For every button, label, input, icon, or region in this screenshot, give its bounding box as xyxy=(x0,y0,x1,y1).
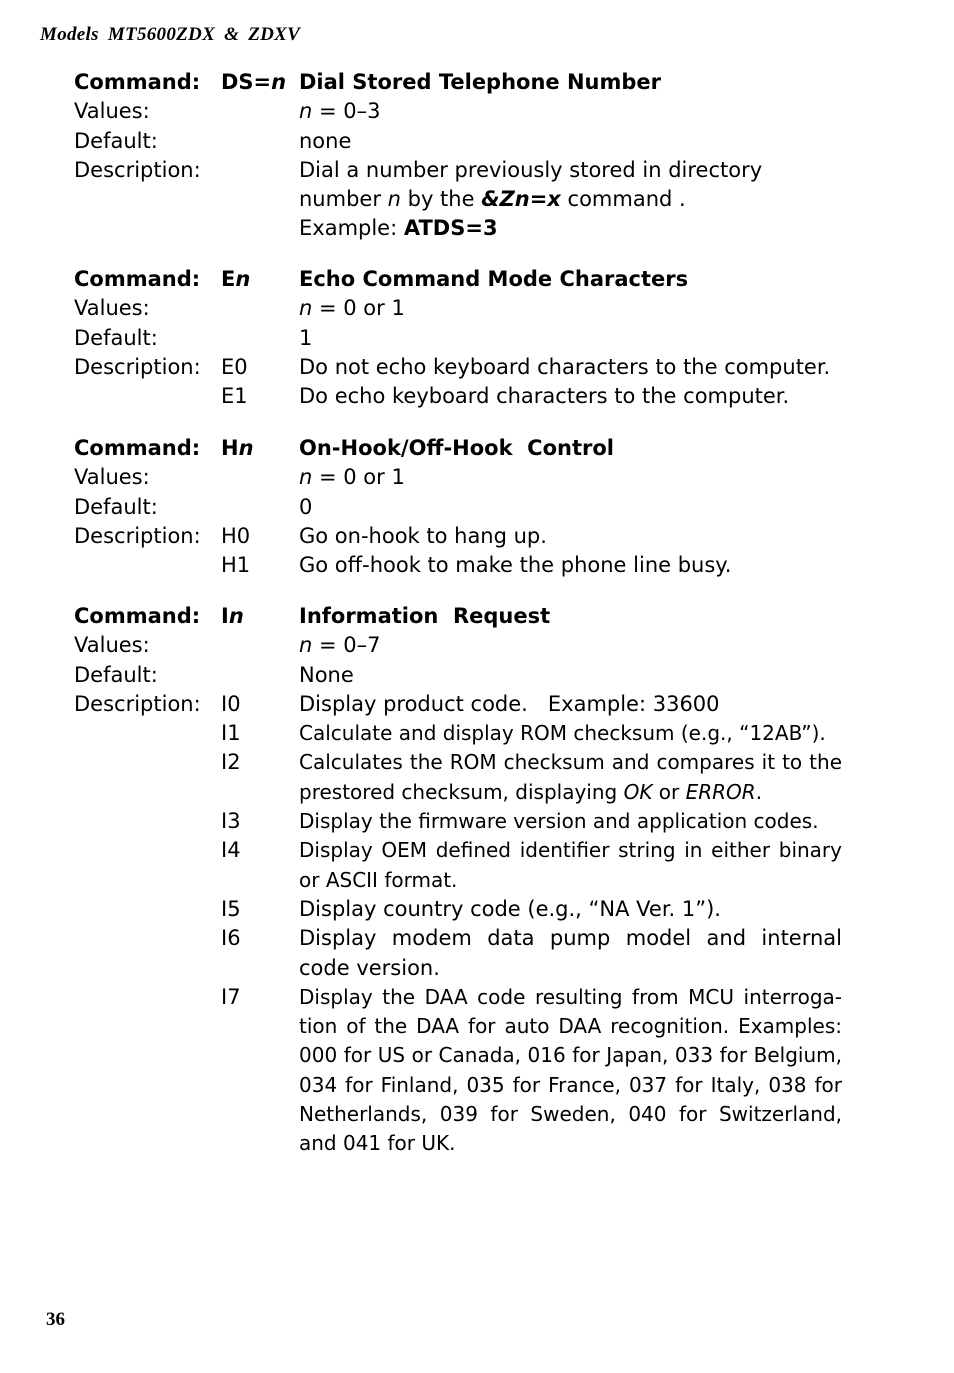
description-row xyxy=(74,895,854,924)
running-header: Models MT5600ZDX & ZDXV xyxy=(40,24,301,45)
item-text: Display the firmware version and application codes. xyxy=(299,809,819,834)
description-label: Description: xyxy=(74,691,201,716)
item-code: I7 xyxy=(221,984,241,1009)
command-code: Hn xyxy=(221,436,254,460)
description-row xyxy=(74,156,854,244)
item-code: I6 xyxy=(221,926,241,951)
command-title: Echo Command Mode Characters xyxy=(299,267,689,291)
default-label: Default: xyxy=(74,128,158,153)
default-value: None xyxy=(299,662,354,687)
item-text: Do not echo keyboard characters to the computer. xyxy=(299,354,831,379)
default-value: 1 xyxy=(299,325,313,350)
command-row xyxy=(74,265,854,294)
item-code: H0 xyxy=(221,523,251,548)
description-label: Description: xyxy=(74,157,201,182)
values-text: n = 0 or 1 xyxy=(299,296,405,321)
description-text: Dial a number previously stored in directory number n by the &Zn=x command . Example: ATDS=3 xyxy=(299,157,763,241)
item-text: Display product code. Example: 33600 xyxy=(299,691,720,716)
command-title: On-Hook/Off-Hook Control xyxy=(299,436,614,460)
default-label: Default: xyxy=(74,325,158,350)
values-row xyxy=(74,97,854,126)
description-row xyxy=(74,924,854,983)
description-row xyxy=(74,353,854,382)
default-value: none xyxy=(299,128,352,153)
default-row xyxy=(74,127,854,156)
item-text: Display modem data pump model and internal code version. xyxy=(299,926,842,980)
command-code: In xyxy=(221,604,244,628)
description-label: Description: xyxy=(74,523,201,548)
item-code: I4 xyxy=(221,838,241,863)
values-label: Values: xyxy=(74,99,150,124)
command-title: Dial Stored Telephone Number xyxy=(299,70,662,94)
command-label: Command: xyxy=(74,436,201,460)
description-row xyxy=(74,522,854,551)
item-text: Go off-hook to make the phone line busy. xyxy=(299,553,732,578)
values-row xyxy=(74,294,854,323)
default-label: Default: xyxy=(74,494,158,519)
item-text: Go on-hook to hang up. xyxy=(299,523,547,548)
command-label: Command: xyxy=(74,267,201,291)
description-label: Description: xyxy=(74,354,201,379)
item-text: Calculates the ROM checksum and compares it to the prestored checksum, displaying OK or ERROR. xyxy=(299,750,842,804)
default-row xyxy=(74,661,854,690)
page-number: 36 xyxy=(46,1309,65,1330)
command-row xyxy=(74,602,854,631)
command-label: Command: xyxy=(74,604,201,628)
description-row xyxy=(74,807,854,836)
command-ds xyxy=(74,68,854,244)
item-code: H1 xyxy=(221,553,251,578)
item-code: I2 xyxy=(221,750,241,775)
command-label: Command: xyxy=(74,70,201,94)
item-code: E0 xyxy=(221,354,248,379)
description-row xyxy=(74,719,854,748)
item-text: Display the DAA code resulting from MCU interroga-tion of the DAA for auto DAA recognition. Examples: 000 for US or Canada, 016 for Japan, 033 for Belgium, 034 for Finland, 035 for France, 037 for Italy, 038 for Netherlands, 039 for Sweden, 040 for Switzerland, and 041 for UK. xyxy=(299,984,842,1156)
values-text: n = 0 or 1 xyxy=(299,465,405,490)
default-value: 0 xyxy=(299,494,313,519)
values-label: Values: xyxy=(74,465,150,490)
default-row xyxy=(74,493,854,522)
command-code: En xyxy=(221,267,251,291)
item-text: Display OEM defined identifier string in either binary or ASCII format. xyxy=(299,838,842,892)
default-label: Default: xyxy=(74,662,158,687)
command-h xyxy=(74,434,854,580)
values-label: Values: xyxy=(74,296,150,321)
values-row xyxy=(74,463,854,492)
command-code: DS=n xyxy=(221,70,287,94)
command-e xyxy=(74,265,854,411)
item-code: I1 xyxy=(221,721,241,746)
item-text: Do echo keyboard characters to the computer. xyxy=(299,384,790,409)
item-code: I0 xyxy=(221,691,241,716)
item-code: I3 xyxy=(221,809,241,834)
description-row xyxy=(74,690,854,719)
item-code: I5 xyxy=(221,896,241,921)
description-row xyxy=(74,551,854,580)
command-row xyxy=(74,434,854,463)
default-row xyxy=(74,324,854,353)
description-row xyxy=(74,382,854,411)
item-text: Calculate and display ROM checksum (e.g., “12AB”). xyxy=(299,721,826,746)
description-row xyxy=(74,983,854,1159)
example-label: Example: xyxy=(299,216,404,241)
item-code: E1 xyxy=(221,384,248,409)
description-row xyxy=(74,836,854,895)
values-text: n = 0–3 xyxy=(299,99,381,124)
values-row xyxy=(74,631,854,660)
description-row xyxy=(74,748,854,807)
command-i xyxy=(74,602,854,1159)
item-text: Display country code (e.g., “NA Ver. 1”). xyxy=(299,896,721,921)
example-value: ATDS=3 xyxy=(403,216,498,241)
command-row xyxy=(74,68,854,97)
values-label: Values: xyxy=(74,633,150,658)
values-text: n = 0–7 xyxy=(299,633,381,658)
command-title: Information Request xyxy=(299,604,551,628)
